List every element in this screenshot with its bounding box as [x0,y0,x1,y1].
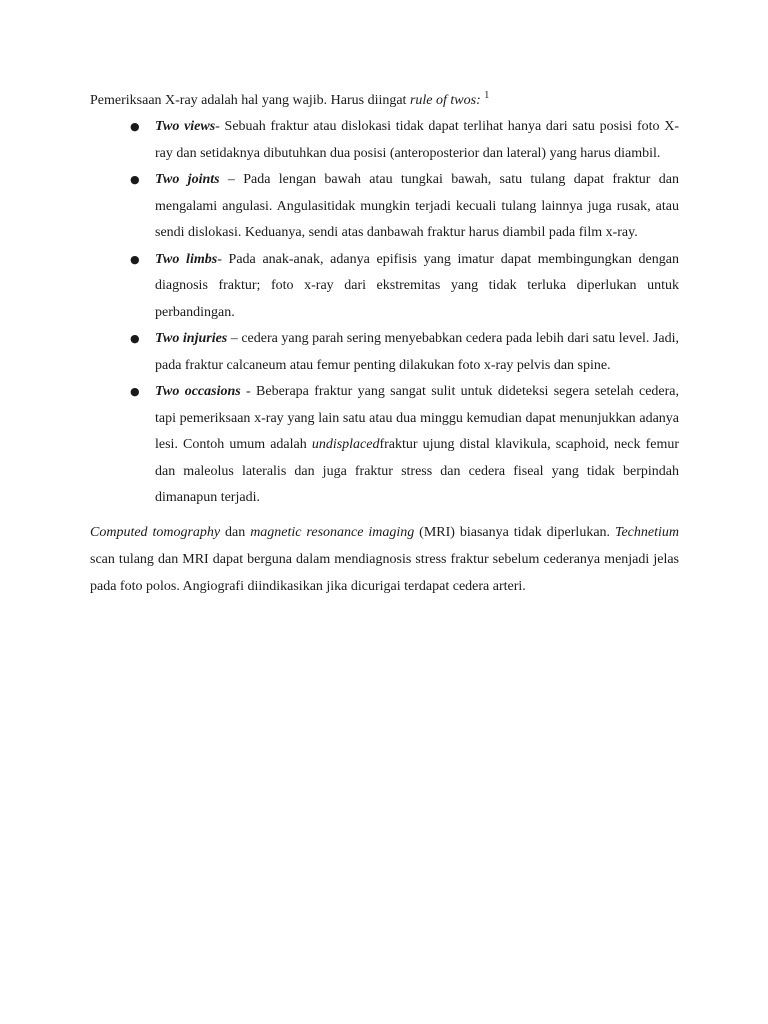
intro-text: Pemeriksaan X-ray adalah hal yang wajib. Harus diingat [90,93,410,108]
bullet-icon: ● [130,252,140,266]
document-page [90,88,679,600]
closing-text: scan tulang dan MRI dapat berguna dalam mendiagnosis stress fraktur sebelum cederanya menjadi jelas pada foto polos. Angiografi diindikasikan jika dicurigai terdapat cedera arteri. [90,551,679,594]
list-item-separator: - [215,119,225,134]
intro-paragraph [90,88,679,114]
list-item-term: Two joints [155,172,220,187]
list-item-separator: – [219,172,244,187]
list-item [90,114,679,167]
bullet-icon: ● [130,332,140,345]
list-item [90,326,679,379]
closing-term-technetium: Technetium [614,524,679,540]
list-item-term: Two injuries [155,331,228,346]
bullet-icon: ● [130,385,140,398]
list-item-text: Pada lengan bawah atau tungkai bawah, satu tulang dapat fraktur dan mengalami angulasi. Angulasitidak mungkin terjadi kecuali tulang lainnya juga rusak, atau sendi dislokasi. Keduanya, sendi atas danbawah fraktur harus diambil pada film x-ray. [155,172,679,240]
bullet-icon: ● [130,173,140,186]
list-item-separator: – [227,331,242,346]
list-item-text: Pada anak-anak, adanya epifisis yang imatur dapat membingungkan dengan diagnosis fraktur; foto x-ray dari ekstremitas yang tidak terluka diperlukan untuk perbandingan. [155,251,679,320]
list-item [90,167,679,247]
list-item-term: Two limbs [155,251,218,267]
list-item-term: Two occasions [155,384,241,399]
list-item-emphasis: undisplaced [311,437,380,452]
list-item-term: Two views [155,119,216,134]
closing-term-ct: Computed tomography [90,524,221,540]
bullet-icon: ● [130,120,140,133]
closing-text: dan [220,524,251,540]
list-item [90,247,679,327]
list-item-separator: - [217,251,229,267]
list-item-text: Beberapa fraktur yang sangat sulit untuk dideteksi segera setelah cedera, tapi pemeriksaan x-ray yang lain satu atau dua minggu kemudian dapat menunjukkan adanya lesi. Contoh umum adalah [155,384,680,452]
list-item [90,379,679,512]
closing-text: (MRI) biasanya tidak diperlukan. [414,524,615,540]
footnote-marker: 1 [484,90,490,101]
list-item-text-after: fraktur ujung distal klavikula, scaphoid, neck femur dan maleolus lateralis dan juga fraktur stress dan cedera fiseal yang tidak berpindah dimanapun terjadi. [155,437,679,505]
list-item-separator: - [240,384,257,399]
rule-of-twos-list [90,114,679,512]
list-item-text: Sebuah fraktur atau dislokasi tidak dapat terlihat hanya dari satu posisi foto X- ray dan setidaknya dibutuhkan dua posisi (anteroposterior dan lateral) yang harus diambil. [155,119,679,161]
intro-emphasis: rule of twos: [409,93,481,108]
closing-paragraph [90,519,679,600]
list-item-text: cedera yang parah sering menyebabkan cedera pada lebih dari satu level. Jadi, pada fraktur calcaneum atau femur penting dilakukan foto x-ray pelvis dan spine. [155,331,680,373]
closing-term-mri: magnetic resonance imaging [250,524,415,540]
